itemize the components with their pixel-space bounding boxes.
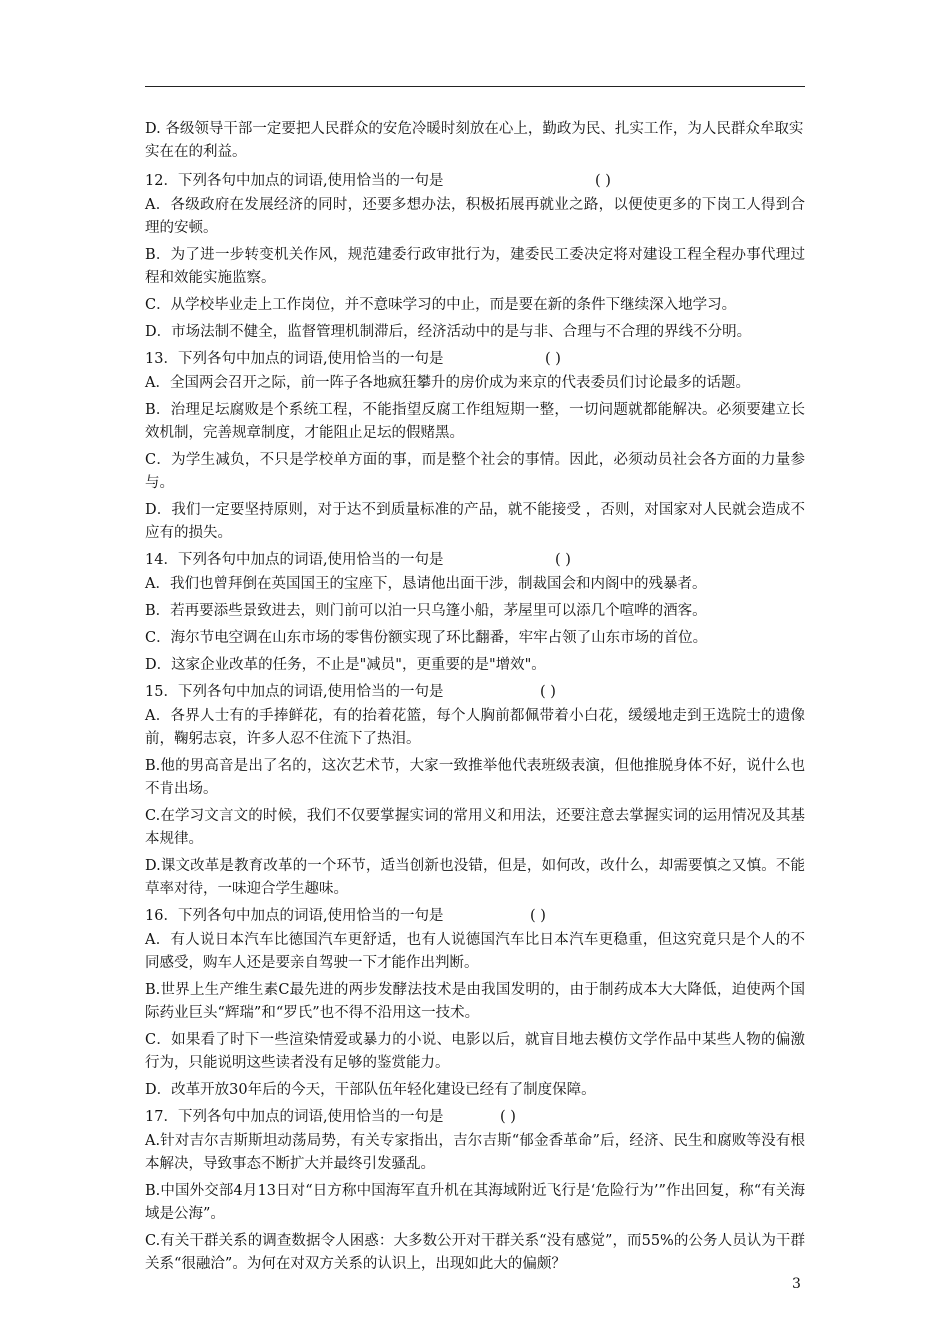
question-title: 16．下列各句中加点的词语,使用恰当的一句是 ( ) xyxy=(145,905,805,928)
option-a: A．各界人士有的手捧鲜花，有的抬着花篮，每个人胸前都佩带着小白花，缓缓地走到王选院士的遗像前，鞠躬志哀，许多人忍不住流下了热泪。 xyxy=(145,708,805,747)
option-c: C．从学校毕业走上工作岗位，并不意味学习的中止，而是要在新的条件下继续深入地学习。 xyxy=(145,297,737,313)
question-title: 17．下列各句中加点的词语,使用恰当的一句是 ( ) xyxy=(145,1106,805,1129)
option-a: A．各级政府在发展经济的同时，还要多想办法，积极拓展再就业之路，以便使更多的下岗工人得到合理的安顿。 xyxy=(145,197,805,236)
answer-paren: ( ) xyxy=(500,1109,516,1125)
option-b: B．若再要添些景致进去，则门前可以泊一只乌篷小船，茅屋里可以添几个喧哗的酒客。 xyxy=(145,603,707,619)
answer-paren: ( ) xyxy=(530,908,546,924)
option-a: A.针对吉尔吉斯斯坦动荡局势，有关专家指出，吉尔吉斯“郁金香革命”后，经济、民生和腐败等没有根本解决，导致事态不断扩大并最终引发骚乱。 xyxy=(145,1133,805,1172)
header-rule xyxy=(145,86,805,87)
answer-paren: ( ) xyxy=(555,552,571,568)
option-a: A．有人说日本汽车比德国汽车更舒适，也有人说德国汽车比日本汽车更稳重，但这究竟只是个人的不同感受，购车人还是要亲自驾驶一下才能作出判断。 xyxy=(145,932,805,971)
option-b: B.中国外交部4月13日对“日方称中国海军直升机在其海域附近飞行是‘危险行为’”作出回复，称“有关海域是公海”。 xyxy=(145,1183,805,1222)
option-d: D．这家企业改革的任务，不止是"减员"，更重要的是"增效"。 xyxy=(145,657,546,673)
option-a: A．全国两会召开之际，前一阵子各地疯狂攀升的房价成为来京的代表委员们讨论最多的话题。 xyxy=(145,375,750,391)
option-c: C.在学习文言文的时候，我们不仅要掌握实词的常用义和用法，还要注意去掌握实词的运用情况及其基本规律。 xyxy=(145,808,805,847)
option-d: D．我们一定要坚持原则，对于达不到质量标准的产品，就不能接受 ，否则，对国家对人民就会造成不应有的损失。 xyxy=(145,502,805,541)
answer-paren: ( ) xyxy=(540,684,556,700)
option-b: B．为了进一步转变机关作风，规范建委行政审批行为，建委民工委决定将对建设工程全程办事代理过程和效能实施监察。 xyxy=(145,247,805,286)
page-number: 3 xyxy=(792,1276,801,1292)
option-a: A．我们也曾拜倒在英国国王的宝座下，恳请他出面干涉，制裁国会和内阁中的残暴者。 xyxy=(145,576,707,592)
option-b: B.世界上生产维生素C最先进的两步发酵法技术是由我国发明的，由于制药成本大大降低，迫使两个国际药业巨头“辉瑞”和“罗氏”也不得不沿用这一技术。 xyxy=(145,982,805,1021)
answer-paren: ( ) xyxy=(545,351,561,367)
option-b: B.他的男高音是出了名的，这次艺术节，大家一致推举他代表班级表演，但他推脱身体不好，说什么也不肯出场。 xyxy=(145,758,805,797)
intro-option: D. 各级领导干部一定要把人民群众的安危冷暖时刻放在心上，勤政为民、扎实工作，为人民群众牟取实实在在的利益。 xyxy=(145,121,804,160)
answer-paren: ( ) xyxy=(595,173,611,189)
question-17 xyxy=(145,1106,805,1276)
question-title: 12．下列各句中加点的词语,使用恰当的一句是 ( ) xyxy=(145,170,805,193)
option-d: D．市场法制不健全，监督管理机制滞后，经济活动中的是与非、合理与不合理的界线不分明。 xyxy=(145,324,752,340)
question-16 xyxy=(145,905,805,1102)
option-d: D.课文改革是教育改革的一个环节，适当创新也没错，但是，如何改，改什么，却需要慎之又慎。不能草率对待，一味迎合学生趣味。 xyxy=(145,858,805,897)
option-c: C．如果看了时下一些渲染情爱或暴力的小说、电影以后，就盲目地去模仿文学作品中某些人物的偏激行为，只能说明这些读者没有足够的鉴赏能力。 xyxy=(145,1032,805,1071)
page-content xyxy=(145,118,805,1280)
option-c: C．海尔节电空调在山东市场的零售份额实现了环比翻番，牢牢占领了山东市场的首位。 xyxy=(145,630,708,646)
option-c: C．为学生减负，不只是学校单方面的事，而是整个社会的事情。因此，必须动员社会各方面的力量参与。 xyxy=(145,452,805,491)
option-c: C.有关干群关系的调查数据令人困惑：大多数公开对干群关系“没有感觉”，而55%的公务人员认为干群关系“很融洽”。为何在对双方关系的认识上，出现如此大的偏颇？ xyxy=(145,1233,805,1272)
question-title: 15．下列各句中加点的词语,使用恰当的一句是 ( ) xyxy=(145,681,805,704)
question-13 xyxy=(145,348,805,545)
option-d: D．改革开放30年后的今天，干部队伍年轻化建设已经有了制度保障。 xyxy=(145,1082,596,1098)
question-14 xyxy=(145,549,805,677)
question-title: 13．下列各句中加点的词语,使用恰当的一句是 ( ) xyxy=(145,348,805,371)
question-title: 14．下列各句中加点的词语,使用恰当的一句是 ( ) xyxy=(145,549,805,572)
question-12 xyxy=(145,170,805,344)
question-15 xyxy=(145,681,805,901)
option-b: B．治理足坛腐败是个系统工程，不能指望反腐工作组短期一整，一切问题就都能解决。必须要建立长效机制，完善规章制度，才能阻止足坛的假赌黑。 xyxy=(145,402,805,441)
